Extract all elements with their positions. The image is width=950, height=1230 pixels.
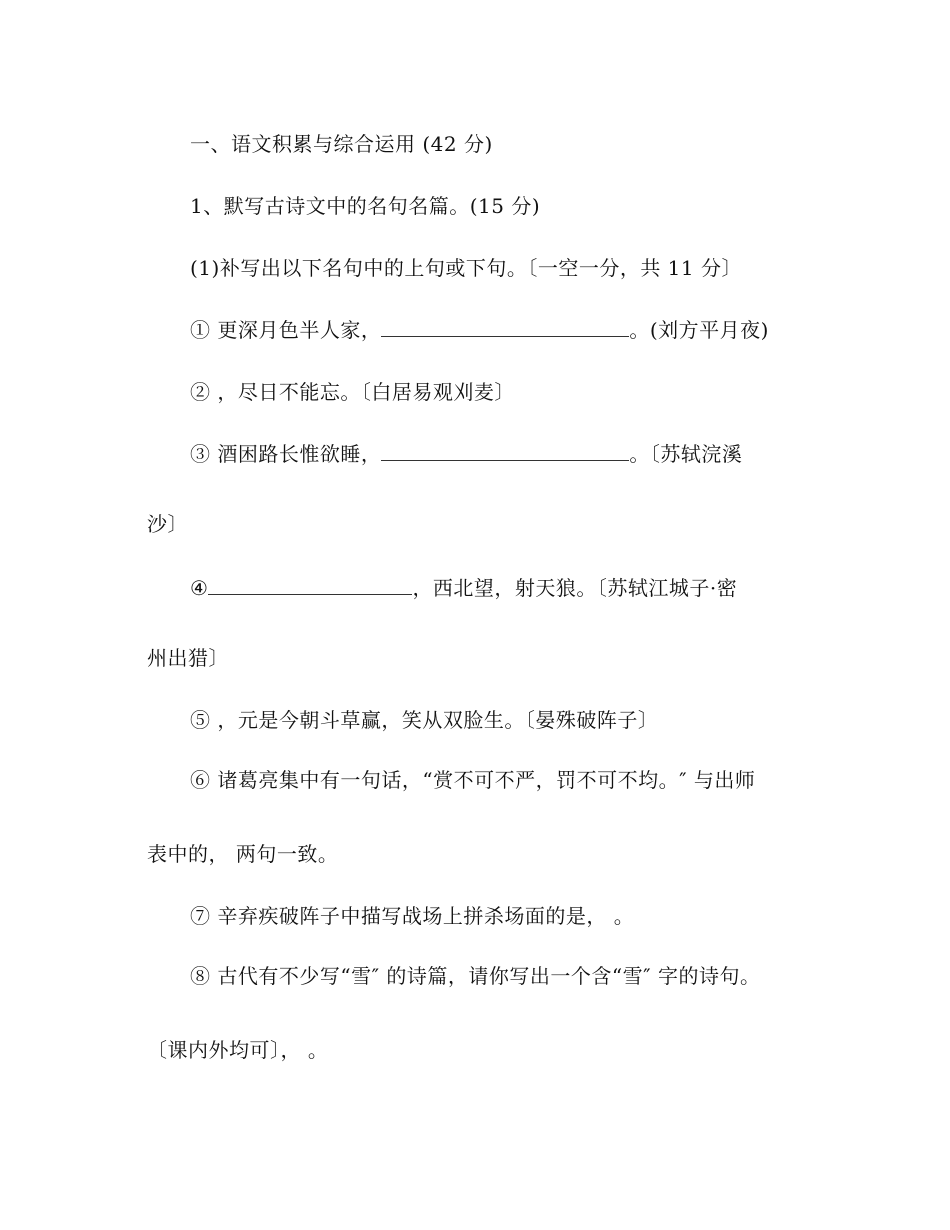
item-4-suffix: ，西北望，射天狼。〔苏轼江城子·密 [412,576,738,600]
item-2: ② ，尽日不能忘。〔白居易观刈麦〕 [190,380,515,404]
question-1-title: 1、默写古诗文中的名句名篇。(15 分) [190,194,541,218]
item-1-suffix: 。(刘方平月夜) [629,318,769,342]
item-3-answer-blank[interactable] [381,442,629,461]
item-4-continuation: 州出猎〕 [147,646,229,670]
item-3-suffix: 。〔苏轼浣溪 [629,442,743,466]
item-3 [190,441,742,467]
item-4-prefix: ④ [190,576,209,600]
item-6-continuation: 表中的， 两句一致。 [147,842,339,866]
item-1 [190,317,769,343]
item-5: ⑤ ，元是今朝斗草赢，笑从双脸生。〔晏殊破阵子〕 [190,708,659,732]
item-4 [190,575,737,601]
item-3-continuation: 沙〕 [147,512,188,536]
item-7: ⑦ 辛弃疾破阵子中描写战场上拼杀场面的是， 。 [190,904,635,928]
item-4-answer-blank[interactable] [208,576,412,595]
item-8-continuation: 〔课内外均可〕， 。 [147,1038,329,1062]
item-6: ⑥ 诸葛亮集中有一句话，“赏不可不严，罚不可不均。″ 与出师 [190,768,756,792]
item-8: ⑧ 古代有不少写“雪″ 的诗篇，请你写出一个含“雪″ 字的诗句。 [190,964,761,988]
item-1-prefix: ① 更深月色半人家， [190,318,382,342]
section-title: 一、语文积累与综合运用 (42 分) [190,132,493,156]
item-1-answer-blank[interactable] [381,318,629,337]
sub-question-1-title: (1)补写出以下名句中的上句或下句。〔一空一分，共 11 分〕 [190,256,742,280]
item-3-prefix: ③ 酒困路长惟欲睡， [190,442,382,466]
